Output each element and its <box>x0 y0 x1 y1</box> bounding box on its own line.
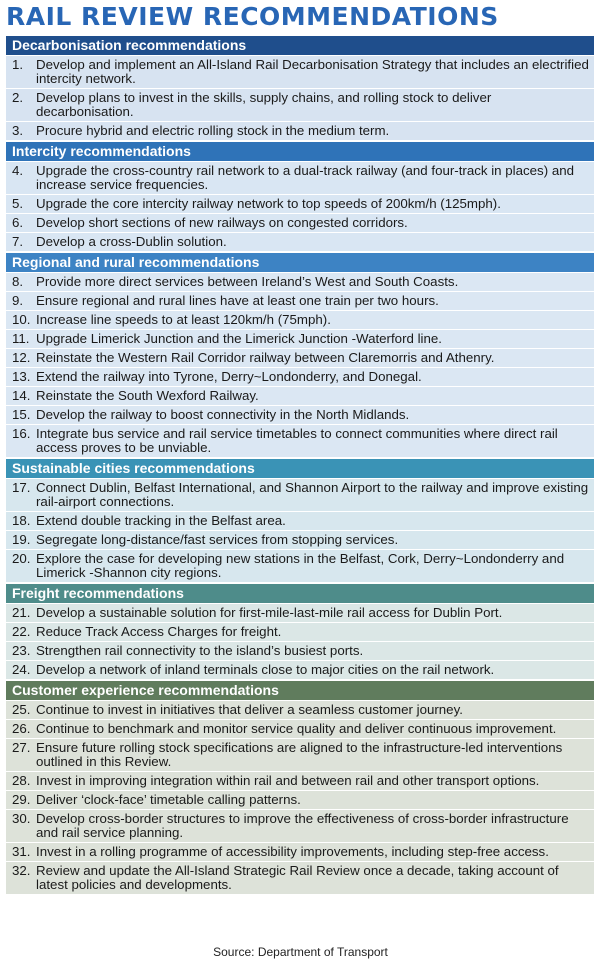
item-text: Develop the railway to boost connectivity in the North Midlands. <box>36 407 410 422</box>
section-items <box>6 272 594 457</box>
section-items <box>6 700 594 894</box>
item-number: 6. <box>12 215 24 230</box>
section-header: Intercity recommendations <box>6 140 594 161</box>
recommendation-item <box>6 660 594 679</box>
item-number: 8. <box>12 274 24 289</box>
recommendation-item <box>6 194 594 213</box>
recommendation-item <box>6 790 594 809</box>
item-text: Continue to benchmark and monitor service quality and deliver continuous improvement. <box>36 721 557 736</box>
recommendation-item <box>6 310 594 329</box>
item-text: Explore the case for developing new stations in the Belfast, Cork, Derry~Londonderry and Limerick -Shannon city regions. <box>36 551 565 580</box>
recommendation-item <box>6 549 594 582</box>
item-text: Ensure regional and rural lines have at least one train per two hours. <box>36 293 439 308</box>
item-number: 14. <box>12 388 31 403</box>
recommendation-item <box>6 55 594 88</box>
item-text: Invest in a rolling programme of accessibility improvements, including step-free access. <box>36 844 549 859</box>
item-number: 11. <box>12 331 30 346</box>
section-items <box>6 603 594 679</box>
item-text: Develop a sustainable solution for first-mile-last-mile rail access for Dublin Port. <box>36 605 503 620</box>
item-number: 21. <box>12 605 31 620</box>
recommendation-item <box>6 329 594 348</box>
item-text: Deliver ‘clock-face’ timetable calling patterns. <box>36 792 301 807</box>
item-text: Upgrade Limerick Junction and the Limerick Junction -Waterford line. <box>36 331 442 346</box>
item-text: Develop plans to invest in the skills, supply chains, and rolling stock to deliver decarbonisation. <box>36 90 492 119</box>
item-number: 27. <box>12 740 31 755</box>
recommendation-item <box>6 622 594 641</box>
item-text: Review and update the All-Island Strategic Rail Review once a decade, taking account of latest policies and developments. <box>36 863 559 892</box>
recommendation-item <box>6 424 594 457</box>
recommendation-item <box>6 478 594 511</box>
recommendation-item <box>6 700 594 719</box>
section-items <box>6 55 594 140</box>
item-number: 10. <box>12 312 31 327</box>
item-text: Ensure future rolling stock specifications are aligned to the infrastructure-led interventions outlined in this Review. <box>36 740 563 769</box>
recommendations-table <box>6 34 594 894</box>
item-text: Develop cross-border structures to improve the effectiveness of cross-border infrastructure and rail service planning. <box>36 811 569 840</box>
recommendation-item <box>6 213 594 232</box>
item-number: 32. <box>12 863 31 878</box>
recommendation-item <box>6 738 594 771</box>
recommendation-item <box>6 719 594 738</box>
recommendation-item <box>6 386 594 405</box>
item-number: 30. <box>12 811 31 826</box>
item-number: 15. <box>12 407 31 422</box>
item-number: 7. <box>12 234 24 249</box>
item-number: 1. <box>12 57 24 72</box>
recommendation-item <box>6 367 594 386</box>
item-text: Strengthen rail connectivity to the island’s busiest ports. <box>36 643 364 658</box>
recommendation-item <box>6 771 594 790</box>
item-text: Reinstate the South Wexford Railway. <box>36 388 259 403</box>
section-header: Regional and rural recommendations <box>6 251 594 272</box>
recommendation-item <box>6 272 594 291</box>
item-text: Segregate long-distance/fast services from stopping services. <box>36 532 399 547</box>
recommendation-item <box>6 603 594 622</box>
item-number: 4. <box>12 163 24 178</box>
item-text: Continue to invest in initiatives that deliver a seamless customer journey. <box>36 702 463 717</box>
section-items <box>6 478 594 582</box>
recommendation-item <box>6 511 594 530</box>
source-note: Source: Department of Transport <box>213 945 388 959</box>
item-text: Develop a cross-Dublin solution. <box>36 234 227 249</box>
recommendation-item <box>6 861 594 894</box>
item-text: Extend double tracking in the Belfast area. <box>36 513 286 528</box>
recommendation-item <box>6 842 594 861</box>
item-number: 9. <box>12 293 24 308</box>
recommendation-item <box>6 641 594 660</box>
recommendation-item <box>6 161 594 194</box>
recommendation-item <box>6 232 594 251</box>
item-number: 5. <box>12 196 24 211</box>
item-text: Upgrade the cross-country rail network to a dual-track railway (and four-track in places) and increase service frequencies. <box>36 163 575 192</box>
recommendation-item <box>6 88 594 121</box>
item-number: 28. <box>12 773 31 788</box>
item-number: 20. <box>12 551 31 566</box>
item-number: 31. <box>12 844 31 859</box>
item-text: Develop a network of inland terminals close to major cities on the rail network. <box>36 662 495 677</box>
item-number: 23. <box>12 643 31 658</box>
section-header: Freight recommendations <box>6 582 594 603</box>
item-number: 3. <box>12 123 24 138</box>
item-number: 17. <box>12 480 31 495</box>
page-title: RAIL REVIEW RECOMMENDATIONS <box>6 2 499 31</box>
item-text: Upgrade the core intercity railway network to top speeds of 200km/h (125mph). <box>36 196 501 211</box>
recommendation-item <box>6 530 594 549</box>
recommendation-item <box>6 291 594 310</box>
recommendation-item <box>6 121 594 140</box>
item-text: Develop and implement an All-Island Rail Decarbonisation Strategy that includes an electrified intercity network. <box>36 57 589 86</box>
item-text: Integrate bus service and rail service timetables to connect communities where direct rail access proves to be unviable. <box>36 426 558 455</box>
item-text: Extend the railway into Tyrone, Derry~Londonderry, and Donegal. <box>36 369 422 384</box>
item-number: 13. <box>12 369 31 384</box>
item-number: 19. <box>12 532 31 547</box>
item-text: Invest in improving integration within rail and between rail and other transport options. <box>36 773 540 788</box>
item-text: Procure hybrid and electric rolling stock in the medium term. <box>36 123 390 138</box>
item-number: 22. <box>12 624 31 639</box>
item-number: 16. <box>12 426 31 441</box>
section-header: Customer experience recommendations <box>6 679 594 700</box>
item-text: Increase line speeds to at least 120km/h (75mph). <box>36 312 331 327</box>
item-number: 12. <box>12 350 31 365</box>
item-text: Connect Dublin, Belfast International, and Shannon Airport to the railway and improve existing rail-airport connections. <box>36 480 589 509</box>
item-number: 29. <box>12 792 31 807</box>
recommendation-item <box>6 809 594 842</box>
item-number: 24. <box>12 662 31 677</box>
item-number: 2. <box>12 90 24 105</box>
recommendation-item <box>6 348 594 367</box>
item-text: Provide more direct services between Ireland’s West and South Coasts. <box>36 274 459 289</box>
section-header: Decarbonisation recommendations <box>6 34 594 55</box>
item-text: Reinstate the Western Rail Corridor railway between Claremorris and Athenry. <box>36 350 495 365</box>
item-number: 26. <box>12 721 31 736</box>
item-text: Reduce Track Access Charges for freight. <box>36 624 282 639</box>
recommendation-item <box>6 405 594 424</box>
item-text: Develop short sections of new railways on congested corridors. <box>36 215 408 230</box>
item-number: 25. <box>12 702 31 717</box>
section-items <box>6 161 594 251</box>
section-header: Sustainable cities recommendations <box>6 457 594 478</box>
item-number: 18. <box>12 513 31 528</box>
